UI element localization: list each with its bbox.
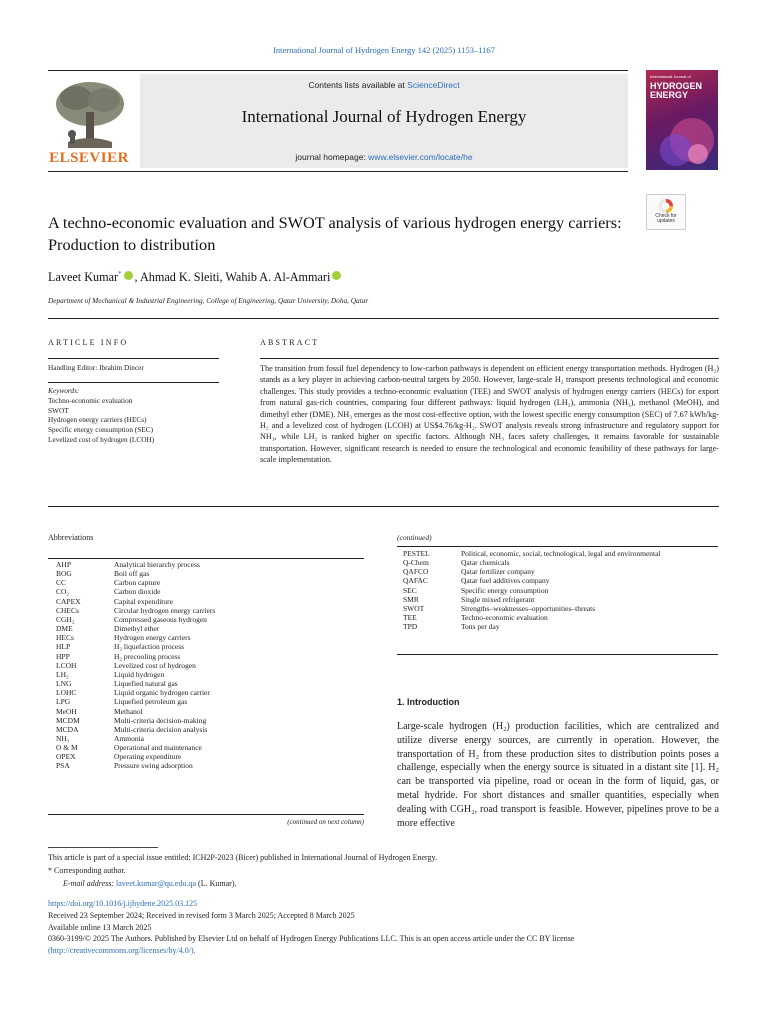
corresponding-mark[interactable]: * [118, 270, 122, 278]
abbreviation-definition: Pressure swing adsorption [114, 761, 193, 771]
handling-editor: Handling Editor: Ibrahim Dincer [48, 363, 144, 372]
abbreviation-term: CC [56, 578, 67, 588]
abbreviation-row [397, 549, 718, 558]
section-rule [48, 318, 719, 319]
abbreviation-term: CO₂ [56, 587, 70, 597]
received-dates: Received 23 September 2024; Received in revised form 3 March 2025; Accepted 8 March 2025 [48, 910, 355, 920]
abbreviation-row [48, 587, 364, 596]
check-updates-label: Check for updates [655, 213, 677, 224]
publication-info [48, 898, 719, 957]
abbreviation-definition: Tons per day [461, 622, 500, 632]
keyword-item: Levelized cost of hydrogen (LCOH) [48, 434, 155, 444]
abbreviation-term: LCOH [56, 660, 77, 670]
abbreviation-definition: Carbon capture [114, 578, 161, 588]
abbreviation-row [397, 613, 718, 622]
abbreviation-definition: Liquefied natural gas [114, 679, 178, 689]
abbreviation-definition: Liquefied petroleum gas [114, 697, 188, 707]
abbreviation-definition: Hydrogen energy carriers [114, 633, 191, 643]
abbreviation-term: AHP [56, 560, 72, 569]
abbreviation-row [48, 624, 364, 633]
abbreviation-definition: Political, economic, social, technological, legal and environmental [461, 549, 661, 558]
continued-heading: (continued) [397, 533, 432, 542]
abbreviation-definition: Analytical hierarchy process [114, 560, 200, 569]
keyword-item: Specific energy consumption (SEC) [48, 425, 154, 435]
abbreviation-definition: Boil off gas [114, 569, 150, 579]
abbreviation-term: MeOH [56, 706, 77, 716]
abbreviation-definition: Qatar fertilizer company [461, 567, 535, 577]
abstract-text: The transition from fossil fuel dependency to low-carbon pathways is dependent on efficient energy transportation methods. Hydrogen (H₂) stands as a key player in achieving carbon-neutral targets by 2050. However, large-scale H₂ transport presents technological and economic challenges. This study provides a techno-economic evaluation (TEE) and SWOT analysis of hydrogen energy carriers (HECs) for export from natural gas-rich countries, comparing four different pathways: liquid hydrogen (LH₂), ammonia (NH₃), methanol (MeOH), and dimethyl ether (DME). NH₃ emerges as the most cost-effective option, with the lowest specific energy consumption (SEC) of 7.67 kWh/kg-H₂ and a levelized cost of hydrogen (LCOH) at US$4.76/kg-H₂. SWOT analysis reveals strong infrastructure and regulatory support for NH₃, while LH₂ is ranked higher on specific factors. Although NH₃ faces safety challenges, it remains favorable for sustainable transportation. However, significant research is needed to ensure the technological and economic feasibility of these pathways for large-scale implementation. [260, 364, 719, 465]
abbreviation-definition: Strengths–weaknesses–opportunities–threats [461, 603, 596, 613]
abbreviation-term: SWOT [403, 603, 425, 613]
abbreviation-definition: H₂ liquefaction process [114, 642, 185, 652]
abbreviation-term: DME [56, 624, 73, 634]
cover-subtitle: International Journal of [650, 74, 691, 79]
abbreviation-row [48, 652, 364, 661]
abbreviations-table-left [48, 560, 364, 771]
keywords-label: Keywords: [48, 386, 80, 395]
journal-reference[interactable]: International Journal of Hydrogen Energy 142 (2025) 1153–1167 [273, 45, 495, 55]
license-text: 0360-3199/© 2025 The Authors. Published by Elsevier Ltd on behalf of Hydrogen Energy Publications LLC. This is an open access article under the CC BY license [48, 934, 575, 944]
author-name[interactable]: Ahmad K. Sleiti [139, 270, 220, 285]
abbreviation-row [48, 734, 364, 743]
abbreviation-term: CGH₂ [56, 614, 75, 624]
abbreviation-row [48, 752, 364, 761]
abbreviation-definition: Qatar fuel additives company [461, 576, 550, 586]
abbreviation-row [397, 604, 718, 613]
abbreviation-definition: Levelized cost of hydrogen [114, 660, 196, 670]
abbreviation-row [397, 576, 718, 585]
abbreviation-row [48, 716, 364, 725]
special-issue-note: This article is part of a special issue entitled: ICH2P-2023 (Bicer) published in International Journal of Hydrogen Energy. [48, 853, 438, 862]
keywords-block [48, 386, 154, 445]
abbreviation-term: HECs [56, 633, 74, 643]
contents-line [140, 80, 628, 90]
orcid-icon[interactable] [124, 271, 133, 280]
abbreviation-definition: Liquid hydrogen [114, 669, 165, 679]
abbreviation-term: LNG [56, 679, 72, 689]
abbreviation-term: CAPEX [56, 596, 81, 606]
abbreviation-row [48, 761, 364, 770]
abbreviations-rule [48, 814, 364, 815]
abstract-heading: ABSTRACT [260, 338, 320, 347]
abbreviation-term: SEC [403, 585, 417, 595]
abstract-rule [260, 358, 719, 359]
abbreviation-term: LOHC [56, 688, 77, 698]
abbreviations-rule [397, 546, 718, 547]
abbreviation-definition: Dimethyl ether [114, 624, 160, 634]
abbreviation-row [48, 697, 364, 706]
abbreviation-row [397, 586, 718, 595]
orcid-icon[interactable] [332, 271, 341, 280]
abbreviation-definition: Techno-economic evaluation [461, 613, 548, 623]
abbreviation-term: SMR [403, 594, 419, 604]
license-link[interactable]: (http://creativecommons.org/licenses/by/4.0/). [48, 946, 196, 956]
abbreviation-term: Q-Chem [403, 558, 429, 568]
abbreviation-term: HPP [56, 651, 70, 661]
abbreviation-definition: Carbon dioxide [114, 587, 161, 597]
abbreviation-term: PESTEL [403, 549, 430, 558]
abbreviations-rule [397, 654, 718, 655]
abbreviation-row [48, 615, 364, 624]
abbreviation-row [48, 707, 364, 716]
abbreviation-term: LPG [56, 697, 71, 707]
email-link[interactable]: laveet.kumar@qu.edu.qa [116, 879, 197, 888]
abbreviation-definition: Single mixed refrigerant [461, 594, 535, 604]
abbreviation-term: CHECs [56, 605, 79, 615]
abbreviation-term: O & M [56, 743, 78, 753]
abbreviation-definition: Multi-criteria decision analysis [114, 724, 208, 734]
abbreviation-definition: Operating expenditure [114, 752, 182, 762]
check-for-updates-badge[interactable] [646, 194, 686, 230]
doi-link[interactable]: https://doi.org/10.1016/j.ijhydene.2025.03.125 [48, 899, 198, 908]
abbreviation-definition: H₂ precooling process [114, 651, 181, 661]
abbreviation-term: HLP [56, 642, 71, 652]
abbreviation-term: MCDM [56, 715, 80, 725]
article-info-heading: ARTICLE INFO [48, 338, 129, 347]
section-rule [48, 506, 719, 507]
abbreviation-row [397, 558, 718, 567]
check-updates-icon [658, 198, 674, 214]
contents-prefix: Contents lists available at [308, 80, 408, 90]
online-date: Available online 13 March 2025 [48, 922, 152, 932]
abbreviation-row [48, 670, 364, 679]
abbreviation-row [48, 661, 364, 670]
abbreviation-row [48, 578, 364, 587]
elsevier-wordmark: ELSEVIER [49, 150, 129, 166]
abbreviation-definition: Ammonia [114, 733, 144, 743]
abbreviation-term: LH₂ [56, 669, 69, 679]
abbreviation-row [48, 597, 364, 606]
abbreviation-definition: Circular hydrogen energy carriers [114, 605, 216, 615]
author-list: Laveet Kumar* , Ahmad K. Sleiti, Wahib A. Al-Ammari [48, 270, 343, 285]
homepage-link[interactable]: www.elsevier.com/locate/he [368, 152, 473, 162]
keyword-item: Techno-economic evaluation [48, 395, 133, 405]
email-suffix: (L. Kumar). [196, 879, 237, 888]
abbreviation-row [48, 688, 364, 697]
abbreviations-title: Abbreviations [48, 533, 94, 542]
abbreviation-term: BOG [56, 569, 72, 579]
sciencedirect-link[interactable]: ScienceDirect [407, 80, 460, 90]
abbreviation-term: TEE [403, 613, 417, 623]
abbreviation-row [48, 560, 364, 569]
abbreviation-row [48, 569, 364, 578]
email-line [48, 877, 719, 890]
abbreviation-term: PSA [56, 761, 70, 771]
keyword-item: SWOT [48, 405, 69, 415]
abbreviations-rule [48, 558, 364, 559]
journal-title: International Journal of Hydrogen Energy [241, 107, 527, 126]
footnotes [48, 851, 719, 890]
abbreviations-table-right [397, 549, 718, 631]
abbreviation-row [48, 725, 364, 734]
abbreviation-row [397, 622, 718, 631]
abbreviation-definition: Capital expenditure [114, 596, 173, 606]
introduction-text: Large-scale hydrogen (H₂) production facilities, which are centralized and utilize diverse energy sources, are currently in operation. However, the transportation of H₂ from these production sites to distribution points poses a challenge, especially when the energy source is situated in a distant site [1]. H₂ can be transported via pipeline, road or ocean in the form of liquid, gas, or metal hydride. For short distances and smaller quantities, especially when dealing with CGH₂, road transport is feasible. However, pipelines prove to be a more effective [397, 721, 719, 829]
abbreviation-definition: Liquid organic hydrogen carrier [114, 688, 210, 698]
author-affiliation: Department of Mechanical & Industrial Engineering, College of Engineering, Qatar University, Doha, Qatar [48, 296, 369, 305]
abbreviation-row [48, 743, 364, 752]
abbreviation-term: OPEX [56, 752, 76, 762]
email-label: E-mail address: [63, 879, 117, 888]
abbreviation-row [48, 642, 364, 651]
abbreviation-term: TPD [403, 622, 418, 632]
article-info-rule [48, 358, 219, 359]
abbreviation-term: NH₃ [56, 733, 70, 743]
journal-homepage-line [140, 152, 628, 162]
abbreviation-definition: Operational and maintenance [114, 743, 202, 753]
header-top-rule [48, 70, 628, 71]
abbreviation-definition: Specific energy consumption [461, 585, 549, 595]
header-bottom-rule [48, 171, 628, 172]
homepage-prefix: journal homepage: [295, 152, 369, 162]
abbreviation-row [397, 595, 718, 604]
article-title: A techno-economic evaluation and SWOT analysis of various hydrogen energy carriers: Production to distribution [48, 213, 622, 254]
footnote-rule [48, 847, 158, 848]
author-name[interactable]: Laveet Kumar [48, 270, 119, 285]
abbreviation-row [48, 633, 364, 642]
cover-title: HYDROGEN ENERGY [650, 81, 703, 100]
abbreviation-row [397, 567, 718, 576]
author-name[interactable]: Wahib A. Al-Ammari [225, 270, 331, 285]
abbreviation-term: QAFCO [403, 567, 429, 577]
abbreviation-term: MCDA [56, 724, 79, 734]
continued-next-note: (continued on next column) [287, 818, 364, 826]
article-info-rule [48, 382, 219, 383]
journal-cover-thumbnail[interactable] [646, 70, 718, 170]
abbreviation-definition: Multi-criteria decision-making [114, 715, 207, 725]
cover-artwork [646, 110, 718, 170]
abbreviation-row [48, 679, 364, 688]
abbreviation-definition: Methanol [114, 706, 143, 716]
abbreviation-definition: Compressed gaseous hydrogen [114, 614, 207, 624]
introduction-heading: 1. Introduction [397, 697, 460, 707]
corresponding-author-note: * Corresponding author. [48, 866, 126, 875]
keyword-item: Hydrogen energy carriers (HECs) [48, 415, 147, 425]
abbreviation-definition: Qatar chemicals [461, 558, 510, 568]
abbreviation-row [48, 606, 364, 615]
abbreviation-term: QAFAC [403, 576, 428, 586]
